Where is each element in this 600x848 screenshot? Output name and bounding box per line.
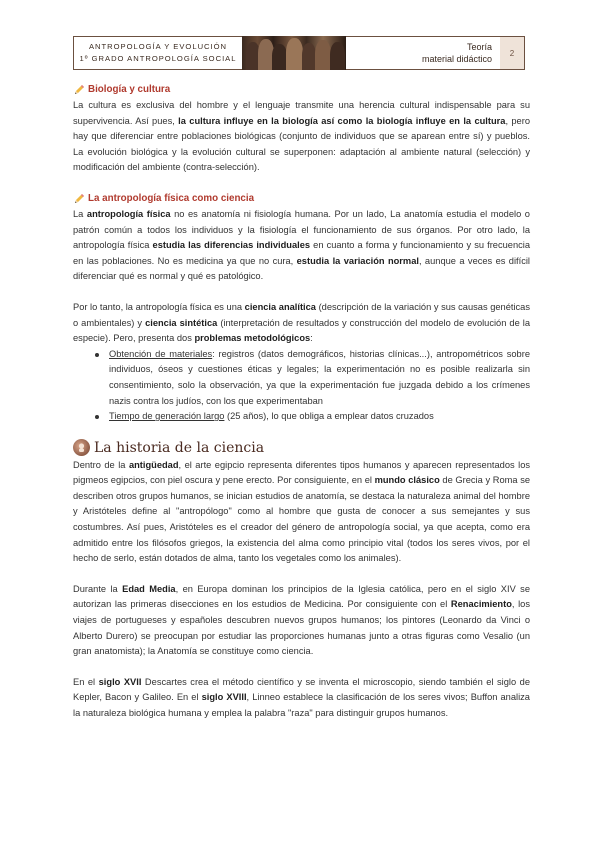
page-header xyxy=(73,36,525,70)
course-title: ANTROPOLOGÍA Y EVOLUCIÓN xyxy=(88,42,228,51)
section-heading-historia xyxy=(73,438,530,458)
list-item: Tiempo de generación largo (25 años), lo que obliga a emplear datos cruzados xyxy=(95,409,530,425)
material-type-box xyxy=(346,36,500,70)
section-title: La antropología física como ciencia xyxy=(88,192,255,204)
header-image-hominids xyxy=(242,36,346,70)
paragraph: La antropología física no es anatomía ni fisiología humana. Por un lado, La anatomía estudia el modelo o patrón común a todos los individuos y la fisiología el funcionamiento de sus órganos. Por otro lado, la antropología física estudia las diferencias individuales en cuanto a forma y funcionamiento y su frecuencia en las poblaciones. No es medicina ya que no cura, estudia la variación normal, aunque a veces es difícil diferenciar qué es normal y qué es patológico. xyxy=(73,208,531,282)
paragraph: Durante la Edad Media, en Europa dominan los principios de la Iglesia católica, pero en el siglo XIV se autorizan las primeras disecciones en los estudios de Medicina. Por consiguiente con el Renacimiento, los viajes de portugueses y españoles descubren nuevos grupos humanos; los pintores (Leonardo da Vinci o Alberto Durero) se preocupan por estudiar las proporciones humanas junto a otras figuras como Vesalio (un gran anatomista); la Anatomía se constituye como ciencia. xyxy=(73,583,530,657)
section-heading-fisica xyxy=(73,191,530,207)
anthropology-icon xyxy=(73,439,90,456)
methodological-problems-list xyxy=(73,347,530,425)
course-title-box xyxy=(73,36,242,70)
paragraph: Dentro de la antigüedad, el arte egipcio representa diferentes tipos humanos y aparecen representados los pigmeos egipcios, con piel oscura y pene erecto. Por consiguiente, en el mundo clásico de Grecia y Roma se describen otros grupos humanos, se inician estudios de anatomía, se destaca la naturaleza animal del hombre y Aristóteles define al "antropólogo" como al hombre que gusta de conocer a sus semejantes y sus costumbres. Así pues, Aristóteles es el creador del género de antropología social, ya que acepta, como era admitido entre los filósofos griegos, la existencia del alma como principio vital (todos los seres vivos, por el hecho de serlo, están dotados de alma, tanto los vegetales como los animales). xyxy=(73,459,531,564)
pencil-icon xyxy=(73,84,85,96)
list-item: Obtención de materiales: registros (datos demográficos, historias clínicas...), antropométricos sobre individuos, óseos y cuestiones éticas y legales; la experimentación no es posible realizarla sin consentimiento, solo la observación, ya que la experimentación fue juzgada debido a los crímenes nazis contra los judíos, con los que experimentaban xyxy=(95,347,530,409)
paragraph: La cultura es exclusiva del hombre y el lenguaje transmite una herencia cultural indispensable para su supervivencia. Así pues, la cultura influye en la biología así como la biología influye en la cultura, pero hay que diferenciar entre poblaciones biológicas (conjunto de individuos que se aparean entre sí) y pueblos. La evolución biológica y la evolución cultural se superponen: adaptación al ambiente natural (selección) y modificación del ambiente (contra-selección). xyxy=(73,100,530,173)
material-type: Teoría xyxy=(466,42,492,52)
page-number: 2 xyxy=(500,36,525,70)
section-title: La historia de la ciencia xyxy=(94,439,265,456)
document-body xyxy=(73,82,530,722)
pencil-icon xyxy=(73,193,85,205)
paragraph: Por lo tanto, la antropología física es una ciencia analítica (descripción de la variación y sus causas genéticas o ambientales) y ciencia sintética (interpretación de resultados y construcción del modelo de evolución de la especie). Pero, presenta dos problemas metodológicos: xyxy=(73,301,530,344)
course-subtitle: 1º GRADO ANTROPOLOGÍA SOCIAL xyxy=(79,54,237,63)
material-subtype: material didáctico xyxy=(421,54,492,64)
section-title: Biología y cultura xyxy=(88,84,171,95)
section-heading-biologia xyxy=(73,82,530,98)
paragraph: En el siglo XVII Descartes crea el método científico y se inventa el microscopio, siendo también el siglo de Kepler, Bacon y Galileo. En el siglo XVIII, Linneo establece la clasificación de los seres vivos; Buffon analiza la naturaleza biológica humana y emplea la palabra "raza" para distinguir grupos humanos. xyxy=(73,676,530,718)
